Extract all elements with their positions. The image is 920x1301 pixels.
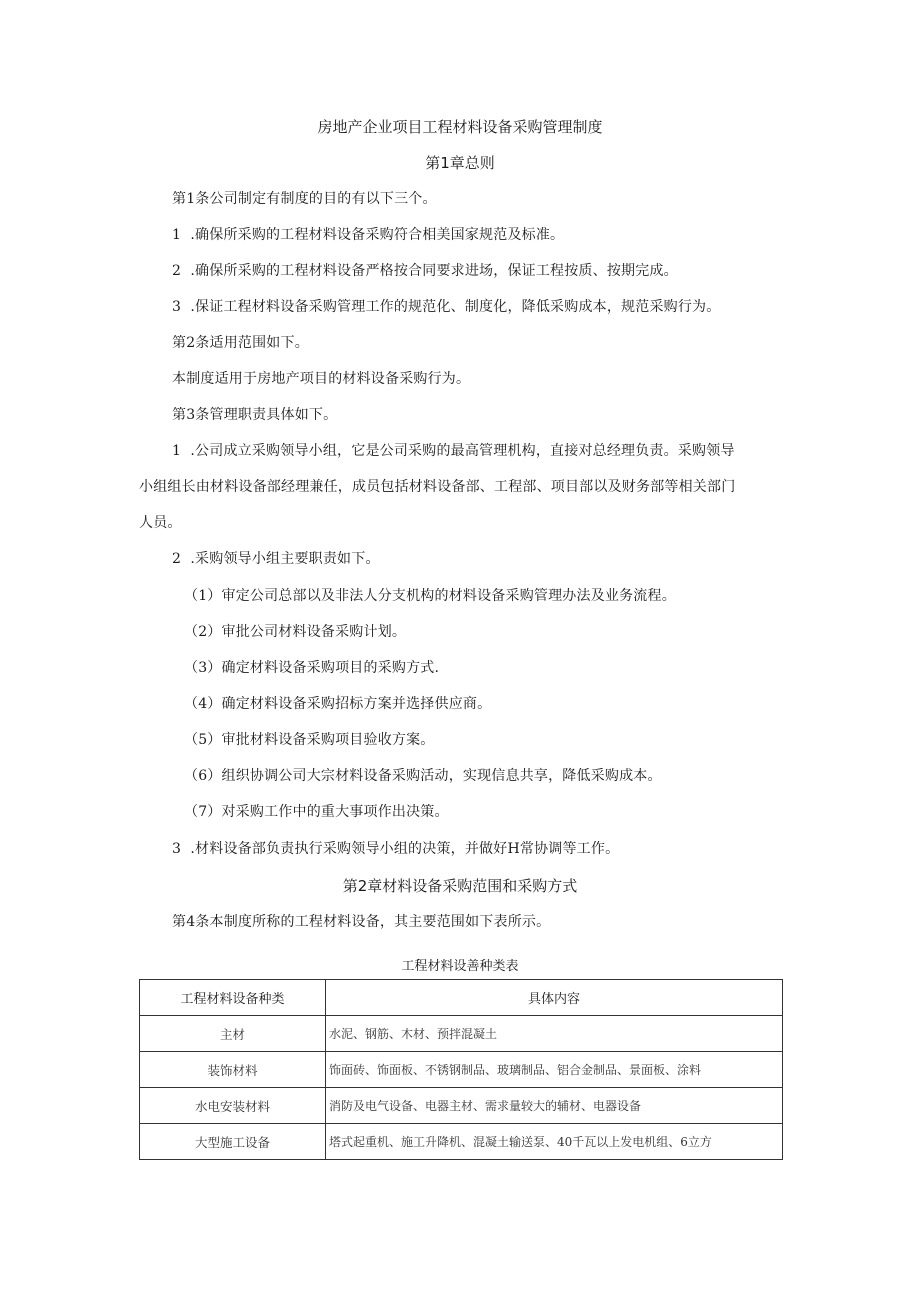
- article-1-item-3: 3 .保证工程材料设备采购管理工作的规范化、制度化，降低采购成本，规范采购行为。: [172, 299, 721, 315]
- content-cell: 饰面砖、饰面板、不锈钢制品、玻璃制品、铝合金制品、景面板、涂料: [326, 1052, 783, 1088]
- materials-table: [139, 979, 783, 1160]
- table-header-row: [140, 980, 783, 1016]
- article-2: 第2条适用范围如下。: [172, 335, 309, 351]
- content-cell: 塔式起重机、施工升降机、混凝土输送泵、40千瓦以上发电机组、6立方: [326, 1124, 783, 1160]
- chapter-1-heading: 第1章总则: [425, 154, 495, 172]
- article-1-item-1: 1 .确保所采购的工程材料设备采购符合相美国家规范及标准。: [172, 227, 565, 243]
- column-header-content: 具体内容: [326, 980, 783, 1016]
- category-cell: 装饰材料: [140, 1052, 326, 1088]
- table-row: [140, 1016, 783, 1052]
- content-cell: 消防及电气设备、电器主材、需求量较大的辅材、电器设备: [326, 1088, 783, 1124]
- table-caption: 工程材料设善种类表: [401, 959, 519, 974]
- duty-item: （4）确定材料设备采购招标方案并选择供应商。: [184, 696, 492, 712]
- article-3-item-3: 3 .材料设备部负责执行采购领导小组的决策，并做好H常协调等工作。: [172, 841, 620, 857]
- article-3: 第3条管理职责具体如下。: [172, 407, 338, 423]
- article-1-item-2: 2 .确保所采购的工程材料设备严格按合同要求进场，保证工程按质、按期完成。: [172, 263, 678, 279]
- document-title: 房地产企业项目工程材料设备采购管理制度: [317, 118, 603, 136]
- article-3-item-1-line-3: 人员。: [139, 515, 182, 531]
- table-row: [140, 1052, 783, 1088]
- article-4: 第4条本制度所称的工程材料设备，其主要范围如下表所示。: [172, 914, 551, 930]
- duty-item: （1）审定公司总部以及非法人分支机构的材料设备采购管理办法及业务流程。: [184, 588, 676, 604]
- article-3-item-2: 2 .采购领导小组主要职责如下。: [172, 551, 380, 567]
- chapter-2-heading: 第2章材料设备采购范围和采购方式: [342, 877, 578, 895]
- duty-item: （7）对采购工作中的重大事项作出决策。: [184, 804, 449, 820]
- duty-item: （6）组织协调公司大宗材料设备采购活动，实现信息共享，降低采购成本。: [184, 768, 662, 784]
- duty-item: （3）确定材料设备采购项目的采购方式.: [184, 660, 440, 676]
- article-1: 第1条公司制定有制度的目的有以下三个。: [172, 191, 437, 207]
- category-cell: 水电安装材料: [140, 1088, 326, 1124]
- article-3-item-1-line-1: 1 .公司成立采购领导小组，它是公司采购的最高管理机构，直接对总经理负责。采购领导: [172, 443, 735, 459]
- duty-item: （5）审批材料设备采购项目验收方案。: [184, 732, 435, 748]
- column-header-category: 工程材料设备种类: [140, 980, 326, 1016]
- category-cell: 大型施工设备: [140, 1124, 326, 1160]
- duty-item: （2）审批公司材料设备采购计划。: [184, 624, 407, 640]
- table-row: [140, 1124, 783, 1160]
- content-cell: 水泥、钢筋、木材、预拌混凝土: [326, 1016, 783, 1052]
- table-row: [140, 1088, 783, 1124]
- article-3-item-1-line-2: 小组组长由材料设备部经理兼任，成员包括材料设备部、工程部、项目部以及财务部等相关部门: [139, 479, 736, 495]
- article-2-body: 本制度适用于房地产项目的材料设备采购行为。: [172, 371, 471, 387]
- category-cell: 主材: [140, 1016, 326, 1052]
